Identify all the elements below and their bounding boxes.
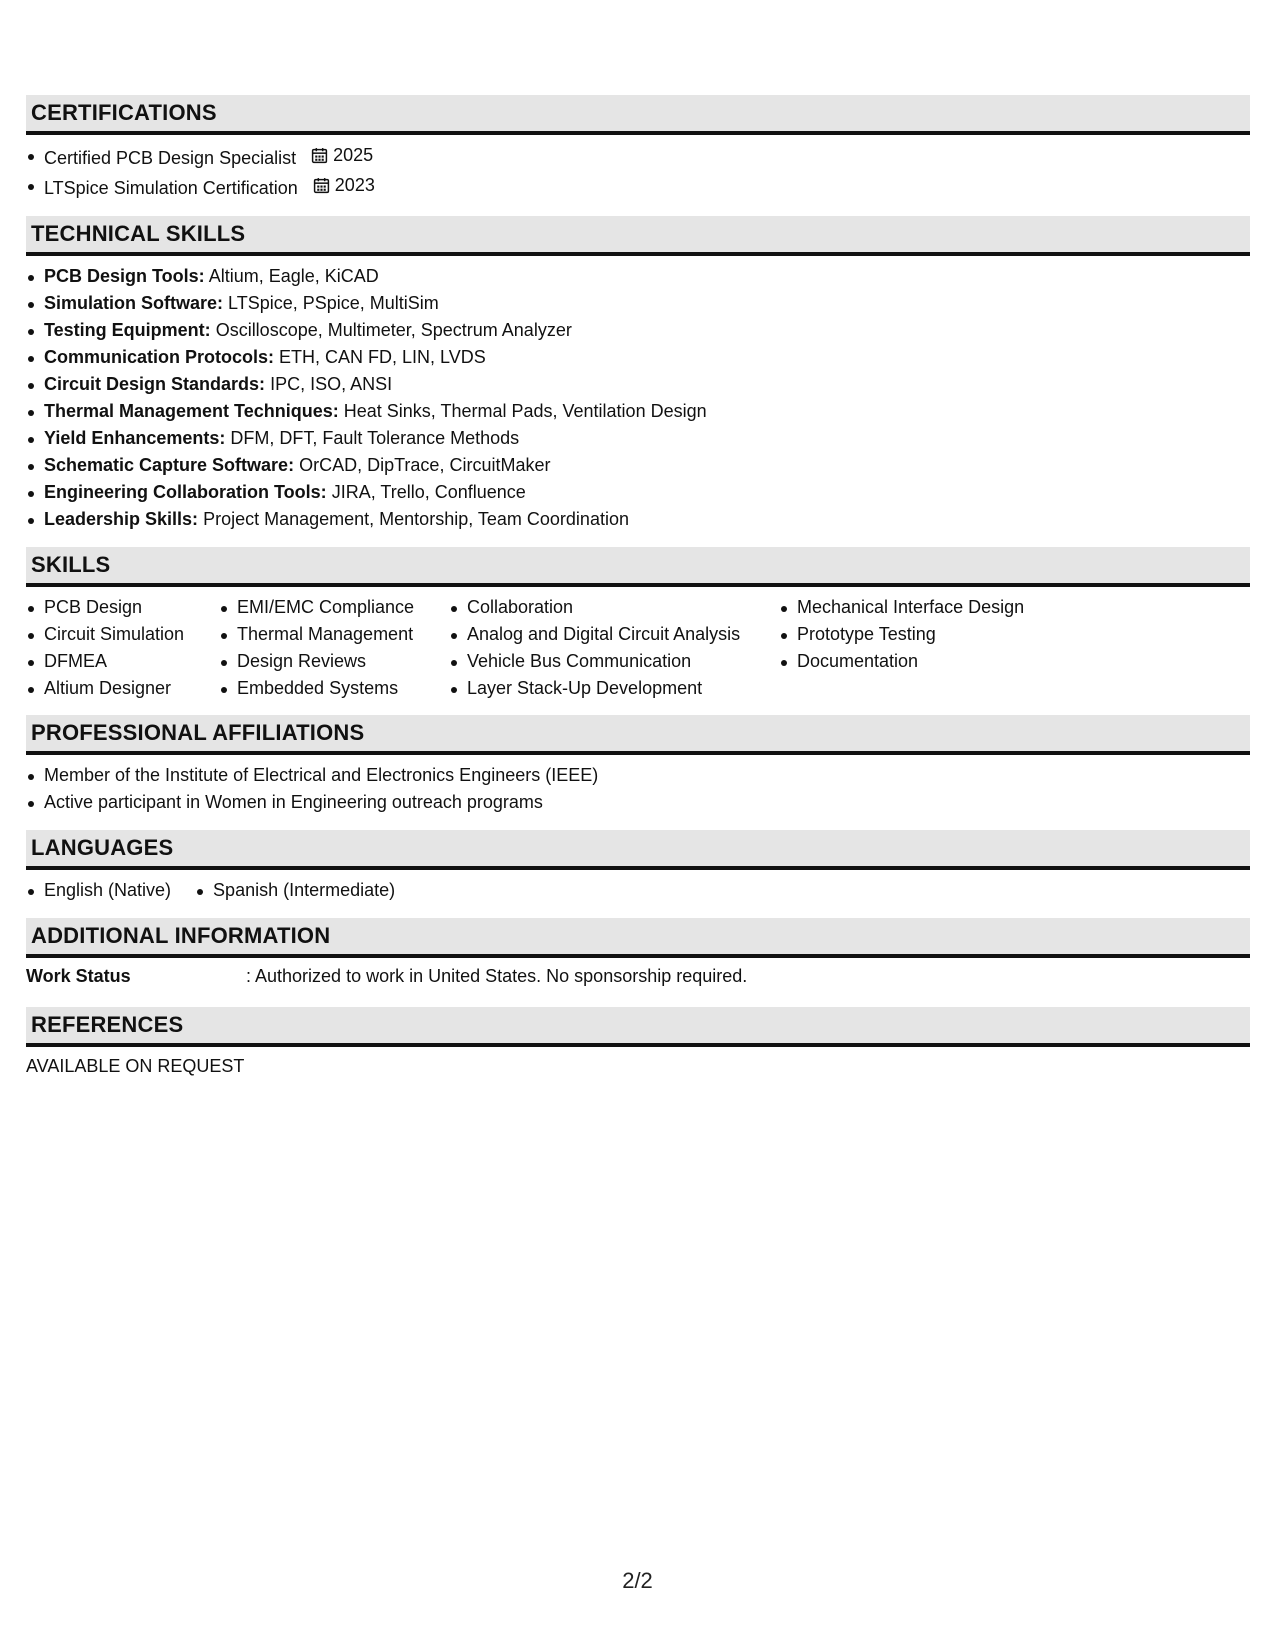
affiliation-item: Member of the Institute of Electrical and Electronics Engineers (IEEE)	[26, 762, 1250, 789]
section-title: SKILLS	[31, 552, 111, 577]
skill-item: Embedded Systems	[219, 675, 449, 702]
certification-date	[313, 172, 375, 199]
certification-date	[311, 142, 373, 169]
skill-value: DFM, DFT, Fault Tolerance Methods	[230, 428, 520, 448]
skill-label: Simulation Software:	[44, 293, 224, 313]
skill-label: Testing Equipment:	[44, 320, 211, 340]
skills-grid	[26, 587, 1250, 715]
section-title: LANGUAGES	[31, 835, 174, 860]
affiliations-list	[26, 755, 1250, 830]
technical-skill-item	[26, 263, 1250, 290]
skills-header	[26, 547, 1250, 587]
skill-label: Schematic Capture Software:	[44, 455, 295, 475]
skill-item: Design Reviews	[219, 648, 449, 675]
skills-column	[449, 594, 779, 702]
certifications-section	[26, 95, 1250, 216]
certification-name: LTSpice Simulation Certification	[44, 178, 298, 198]
additional-info-header	[26, 918, 1250, 958]
technical-skill-item	[26, 344, 1250, 371]
technical-skills-list	[26, 256, 1250, 547]
skill-item: EMI/EMC Compliance	[219, 594, 449, 621]
language-item: English (Native)	[26, 877, 171, 904]
section-title: ADDITIONAL INFORMATION	[31, 923, 331, 948]
work-status-value: : Authorized to work in United States. No sponsorship required.	[246, 966, 748, 986]
additional-info-section	[26, 918, 1250, 1007]
language-item: Spanish (Intermediate)	[195, 877, 395, 904]
calendar-icon	[311, 147, 328, 164]
skill-label: PCB Design Tools:	[44, 266, 205, 286]
skill-item: Altium Designer	[26, 675, 219, 702]
skill-value: JIRA, Trello, Confluence	[331, 482, 526, 502]
skills-column	[219, 594, 449, 702]
skill-label: Engineering Collaboration Tools:	[44, 482, 327, 502]
skill-item: PCB Design	[26, 594, 219, 621]
skill-item: Vehicle Bus Communication	[449, 648, 779, 675]
affiliation-item: Active participant in Women in Engineering outreach programs	[26, 789, 1250, 816]
skill-item: Thermal Management	[219, 621, 449, 648]
skill-label: Communication Protocols:	[44, 347, 275, 367]
skill-label: Thermal Management Techniques:	[44, 401, 339, 421]
technical-skill-item	[26, 506, 1250, 533]
skill-value: Altium, Eagle, KiCAD	[208, 266, 379, 286]
technical-skills-section	[26, 216, 1250, 547]
calendar-icon	[313, 177, 330, 194]
skill-value: ETH, CAN FD, LIN, LVDS	[279, 347, 486, 367]
certification-item	[26, 172, 1250, 202]
references-section	[26, 1007, 1250, 1080]
technical-skill-item	[26, 452, 1250, 479]
work-status-row	[26, 958, 1250, 1007]
technical-skill-item	[26, 479, 1250, 506]
skill-item: Prototype Testing	[779, 621, 1079, 648]
skill-value: Heat Sinks, Thermal Pads, Ventilation Design	[343, 401, 707, 421]
languages-list	[26, 870, 1250, 918]
section-title: REFERENCES	[31, 1012, 184, 1037]
skill-value: Project Management, Mentorship, Team Coordination	[203, 509, 629, 529]
affiliations-section	[26, 715, 1250, 830]
skill-value: IPC, ISO, ANSI	[270, 374, 393, 394]
skill-label: Leadership Skills:	[44, 509, 199, 529]
technical-skills-header	[26, 216, 1250, 256]
certification-name: Certified PCB Design Specialist	[44, 148, 297, 168]
skill-item: Documentation	[779, 648, 1079, 675]
certifications-header	[26, 95, 1250, 135]
skill-item: Collaboration	[449, 594, 779, 621]
resume-page	[26, 95, 1250, 1080]
certification-year: 2025	[333, 145, 374, 165]
languages-section	[26, 830, 1250, 918]
skill-label: Yield Enhancements:	[44, 428, 226, 448]
technical-skill-item	[26, 398, 1250, 425]
skill-item: Layer Stack-Up Development	[449, 675, 779, 702]
skills-column	[26, 594, 219, 702]
section-title: TECHNICAL SKILLS	[31, 221, 246, 246]
technical-skill-item	[26, 371, 1250, 398]
work-status-label: Work Status	[26, 966, 131, 986]
skill-item: DFMEA	[26, 648, 219, 675]
skill-value: OrCAD, DipTrace, CircuitMaker	[299, 455, 551, 475]
certification-year: 2023	[334, 175, 375, 195]
languages-header	[26, 830, 1250, 870]
certifications-list	[26, 135, 1250, 216]
skill-value: Oscilloscope, Multimeter, Spectrum Analyzer	[215, 320, 572, 340]
technical-skill-item	[26, 317, 1250, 344]
section-title: CERTIFICATIONS	[31, 100, 217, 125]
technical-skill-item	[26, 290, 1250, 317]
skill-item: Analog and Digital Circuit Analysis	[449, 621, 779, 648]
skill-item: Mechanical Interface Design	[779, 594, 1079, 621]
technical-skill-item	[26, 425, 1250, 452]
affiliations-header	[26, 715, 1250, 755]
references-text: AVAILABLE ON REQUEST	[26, 1056, 245, 1076]
skill-value: LTSpice, PSpice, MultiSim	[228, 293, 439, 313]
certification-item	[26, 142, 1250, 172]
references-header	[26, 1007, 1250, 1047]
section-title: PROFESSIONAL AFFILIATIONS	[31, 720, 365, 745]
skills-section	[26, 547, 1250, 715]
skill-item: Circuit Simulation	[26, 621, 219, 648]
page-number: 2/2	[622, 1568, 653, 1593]
skills-column	[779, 594, 1079, 702]
skill-label: Circuit Design Standards:	[44, 374, 266, 394]
